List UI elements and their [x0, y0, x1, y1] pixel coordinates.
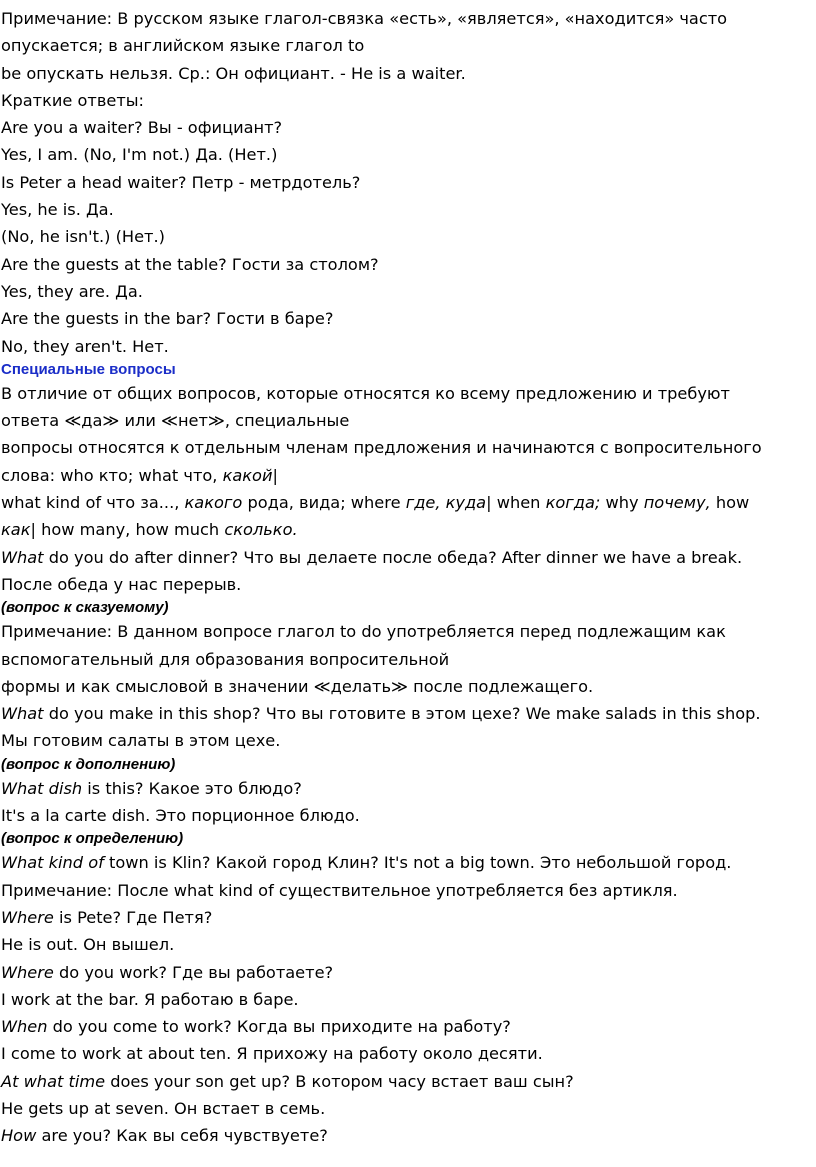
text-segment: формы и как смысловой в значении ≪делать≫ после подлежащего. [1, 676, 594, 696]
text-line [0, 959, 812, 986]
emphasized-text: сколько. [224, 520, 298, 540]
text-line [0, 1068, 812, 1095]
text-line [0, 114, 812, 141]
text-line [0, 877, 812, 904]
text-segment: (вопрос к сказуемому) [1, 599, 169, 617]
emphasized-text: What [1, 704, 44, 724]
text-line [0, 1013, 812, 1040]
text-segment: is this? Какое это блюдо? [82, 778, 302, 798]
emphasized-text: как [1, 520, 31, 540]
emphasized-text: When [1, 1017, 48, 1037]
subsection-heading [0, 829, 812, 849]
text-line [0, 278, 812, 305]
text-line [0, 571, 812, 598]
text-line [0, 196, 812, 223]
text-segment: ответа ≪да≫ или ≪нет≫, специальные [1, 411, 350, 431]
text-segment: Is Peter a head waiter? Петр - метрдотель? [1, 172, 361, 192]
text-segment: Примечание: В данном вопросе глагол to do употребляется перед подлежащим как [1, 622, 726, 642]
text-segment: do you make in this shop? Что вы готовите в этом цехе? We make salads in this shop. [43, 704, 761, 724]
text-line [0, 434, 812, 461]
text-segment: does your son get up? В котором часу встает ваш сын? [105, 1071, 574, 1091]
emphasized-text: какого [184, 493, 243, 513]
text-line [0, 802, 812, 829]
text-segment: После обеда у нас перерыв. [1, 574, 242, 594]
text-line [0, 60, 812, 87]
emphasized-text: где, куда [405, 493, 487, 513]
text-line [0, 775, 812, 802]
text-line [0, 904, 812, 931]
text-segment: why [600, 493, 644, 513]
text-segment: В отличие от общих вопросов, которые относятся ко всему предложению и требуют [1, 383, 730, 403]
text-segment: | [272, 465, 278, 485]
emphasized-text: What kind of [1, 853, 104, 873]
section-heading [0, 360, 812, 380]
emphasized-text: Where [1, 907, 54, 927]
text-segment: He is out. Он вышел. [1, 935, 175, 955]
text-line [0, 1122, 812, 1149]
text-line [0, 251, 812, 278]
text-segment: Are the guests at the table? Гости за столом? [1, 254, 379, 274]
text-line [0, 169, 812, 196]
emphasized-text: How [1, 1126, 37, 1146]
text-line [0, 931, 812, 958]
text-segment: (No, he isn't.) (Нет.) [1, 227, 165, 247]
text-segment: опускается; в английском языке глагол to [1, 36, 365, 56]
emphasized-text: когда; [545, 493, 601, 513]
text-line [0, 1095, 812, 1122]
text-segment: He gets up at seven. Он встает в семь. [1, 1098, 326, 1118]
text-segment: do you come to work? Когда вы приходите на работу? [47, 1017, 511, 1037]
subsection-heading [0, 755, 812, 775]
emphasized-text: почему, [643, 493, 711, 513]
text-segment: (вопрос к дополнению) [1, 755, 176, 773]
text-line [0, 544, 812, 571]
text-line [0, 646, 812, 673]
subsection-heading [0, 598, 812, 618]
text-line [0, 380, 812, 407]
emphasized-text: At what time [1, 1071, 106, 1091]
text-segment: Are you a waiter? Вы - официант? [1, 118, 283, 138]
text-segment: | when [486, 493, 546, 513]
text-segment: Are the guests in the bar? Гости в баре? [1, 309, 334, 329]
text-segment: how [710, 493, 750, 513]
text-segment: Краткие ответы: [1, 90, 145, 110]
emphasized-text: What dish [1, 778, 83, 798]
text-segment: what kind of что за..., [1, 493, 185, 513]
text-segment: Примечание: В русском языке глагол-связка «есть», «является», «находится» часто [1, 9, 728, 28]
text-line [0, 87, 812, 114]
text-segment: are you? Как вы себя чувствуете? [36, 1126, 328, 1146]
text-line [0, 141, 812, 168]
text-line [0, 5, 812, 32]
text-line [0, 305, 812, 332]
text-segment: Yes, he is. Да. [1, 200, 114, 220]
emphasized-text: какой [222, 465, 273, 485]
text-segment: is Pete? Где Петя? [53, 907, 213, 927]
text-segment: Примечание: После what kind of существительное употребляется без артикля. [1, 880, 678, 900]
text-segment: Мы готовим салаты в этом цехе. [1, 731, 281, 751]
text-segment: | how many, how much [30, 520, 225, 540]
text-line [0, 673, 812, 700]
text-line [0, 618, 812, 645]
text-line [0, 223, 812, 250]
text-segment: do you work? Где вы работаете? [53, 962, 334, 982]
text-segment: I come to work at about ten. Я прихожу на работу около десяти. [1, 1044, 543, 1064]
emphasized-text: Where [1, 962, 54, 982]
text-segment: It's a la carte dish. Это порционное блюдо. [1, 806, 360, 826]
text-segment: town is Klin? Какой город Клин? It's not a big town. Это небольшой город. [103, 853, 732, 873]
text-line [0, 700, 812, 727]
text-line [0, 849, 812, 876]
text-segment: вспомогательный для образования вопросительной [1, 649, 450, 669]
text-segment: слова: who кто; what что, [1, 465, 223, 485]
text-segment: (вопрос к определению) [1, 830, 184, 848]
text-segment: do you do after dinner? Что вы делаете после обеда? After dinner we have a break. [43, 547, 743, 567]
text-segment: I work at the bar. Я работаю в баре. [1, 989, 299, 1009]
text-line [0, 333, 812, 360]
text-line [0, 32, 812, 59]
text-segment: рода, вида; where [242, 493, 406, 513]
text-line [0, 986, 812, 1013]
text-segment: be опускать нельзя. Ср.: Он официант. - He is a waiter. [1, 63, 466, 83]
text-line [0, 516, 812, 543]
text-segment: No, they aren't. Нет. [1, 336, 169, 356]
text-line [0, 1040, 812, 1067]
text-segment: Yes, I am. (No, I'm not.) Да. (Нет.) [1, 145, 278, 165]
text-segment: Специальные вопросы [1, 360, 176, 378]
text-line [0, 407, 812, 434]
text-segment: Yes, they are. Да. [1, 281, 143, 301]
emphasized-text: What [1, 547, 44, 567]
text-line [0, 462, 812, 489]
text-line [0, 727, 812, 754]
text-segment: вопросы относятся к отдельным членам предложения и начинаются с вопросительного [1, 438, 762, 458]
text-line [0, 489, 812, 516]
